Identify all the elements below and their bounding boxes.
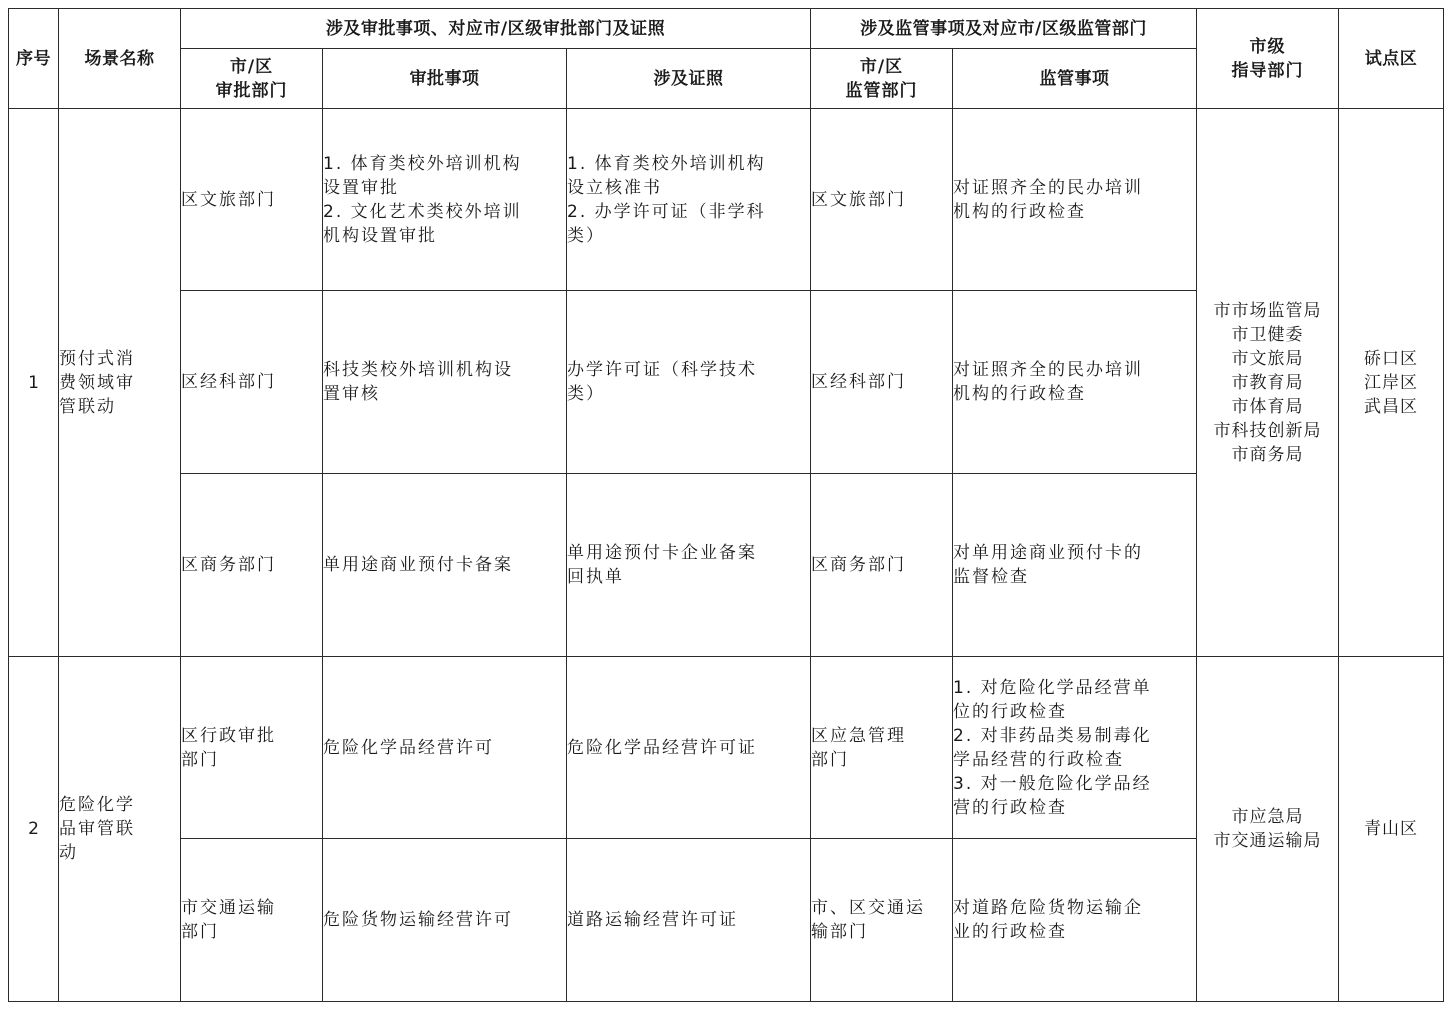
approval-item-cell: 1. 体育类校外培训机构 设置审批 2. 文化艺术类校外培训 机构设置审批 <box>323 109 567 291</box>
header-city-guidance: 市级 指导部门 <box>1197 9 1339 109</box>
approval-dept-cell: 区文旅部门 <box>181 109 323 291</box>
row-seq: 2 <box>9 657 59 1002</box>
table-row <box>9 657 1444 839</box>
supervision-item-cell: 1. 对危险化学品经营单 位的行政检查 2. 对非药品类易制毒化 学品经营的行政检查 3. 对一般危险化学品经 营的行政检查 <box>953 657 1197 839</box>
row-seq: 1 <box>9 109 59 657</box>
row-city-guidance: 市市场监管局 市卫健委 市文旅局 市教育局 市体育局 市科技创新局 市商务局 <box>1197 109 1339 657</box>
supervision-item-cell: 对证照齐全的民办培训 机构的行政检查 <box>953 291 1197 474</box>
supervision-dept-cell: 区经科部门 <box>811 291 953 474</box>
supervision-dept-cell: 区文旅部门 <box>811 109 953 291</box>
approval-dept-cell: 市交通运输 部门 <box>181 839 323 1002</box>
approval-dept-cell: 区行政审批 部门 <box>181 657 323 839</box>
header-scene: 场景名称 <box>59 9 181 109</box>
header-approval-group: 涉及审批事项、对应市/区级审批部门及证照 <box>181 9 811 49</box>
approval-supervision-table <box>8 8 1444 1002</box>
supervision-dept-cell: 区应急管理 部门 <box>811 657 953 839</box>
header-pilot: 试点区 <box>1339 9 1444 109</box>
row-pilot: 青山区 <box>1339 657 1444 1002</box>
approval-dept-cell: 区商务部门 <box>181 474 323 657</box>
supervision-dept-cell: 区商务部门 <box>811 474 953 657</box>
row-pilot: 硚口区 江岸区 武昌区 <box>1339 109 1444 657</box>
row-city-guidance: 市应急局 市交通运输局 <box>1197 657 1339 1002</box>
header-approval-item: 审批事项 <box>323 49 567 109</box>
license-cell: 道路运输经营许可证 <box>567 839 811 1002</box>
license-cell: 办学许可证（科学技术 类） <box>567 291 811 474</box>
row-scene: 预付式消 费领域审 管联动 <box>59 109 181 657</box>
table-row <box>9 109 1444 291</box>
approval-item-cell: 危险化学品经营许可 <box>323 657 567 839</box>
header-license: 涉及证照 <box>567 49 811 109</box>
license-cell: 单用途预付卡企业备案 回执单 <box>567 474 811 657</box>
supervision-item-cell: 对单用途商业预付卡的 监督检查 <box>953 474 1197 657</box>
supervision-dept-cell: 市、区交通运 输部门 <box>811 839 953 1002</box>
row-scene: 危险化学 品审管联 动 <box>59 657 181 1002</box>
header-seq: 序号 <box>9 9 59 109</box>
supervision-item-cell: 对证照齐全的民办培训 机构的行政检查 <box>953 109 1197 291</box>
approval-item-cell: 科技类校外培训机构设 置审核 <box>323 291 567 474</box>
header-supervision-item: 监管事项 <box>953 49 1197 109</box>
approval-dept-cell: 区经科部门 <box>181 291 323 474</box>
header-supervision-dept: 市/区 监管部门 <box>811 49 953 109</box>
approval-item-cell: 危险货物运输经营许可 <box>323 839 567 1002</box>
header-supervision-group: 涉及监管事项及对应市/区级监管部门 <box>811 9 1197 49</box>
approval-item-cell: 单用途商业预付卡备案 <box>323 474 567 657</box>
license-cell: 危险化学品经营许可证 <box>567 657 811 839</box>
license-cell: 1. 体育类校外培训机构 设立核准书 2. 办学许可证（非学科 类） <box>567 109 811 291</box>
supervision-item-cell: 对道路危险货物运输企 业的行政检查 <box>953 839 1197 1002</box>
header-row-1 <box>9 9 1444 49</box>
header-approval-dept: 市/区 审批部门 <box>181 49 323 109</box>
